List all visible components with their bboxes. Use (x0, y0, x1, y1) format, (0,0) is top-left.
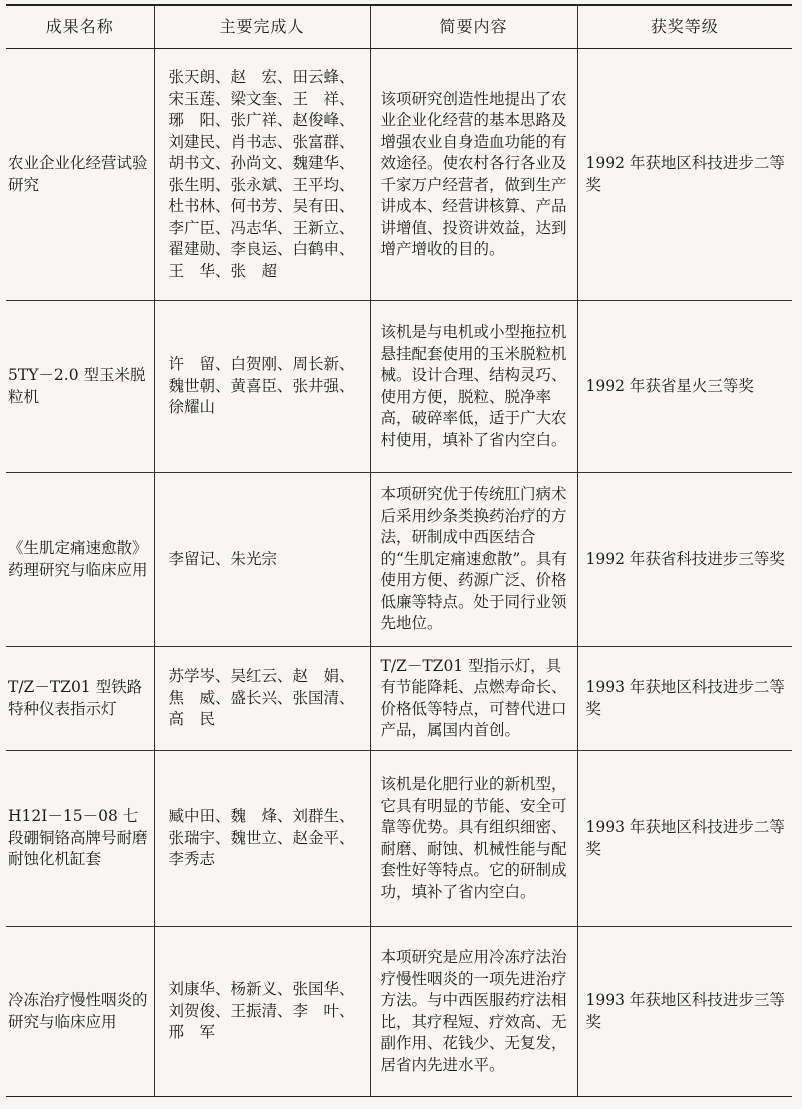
table-row (6, 301, 792, 473)
header-main-contributors: 主要完成人 (154, 5, 370, 49)
summary-cell: 该机是化肥行业的新机型，它具有明显的节能、安全可靠等优势。具有组织细密、耐磨、耐蚀、机械性能与配套性好等特点。它的研制成功，填补了省内空白。 (370, 751, 577, 927)
table-row (6, 473, 792, 647)
contributors-cell: 刘康华、杨新义、张国华、 刘贺俊、王振清、李 叶、 邢 军 (154, 927, 370, 1097)
table-row (6, 647, 792, 751)
award-cell: 1992 年获地区科技进步二等奖 (577, 49, 792, 301)
achievement-name-cell: 冷冻治疗慢性咽炎的研究与临床应用 (6, 927, 154, 1097)
table-row (6, 751, 792, 927)
header-achievement-name: 成果名称 (6, 5, 154, 49)
table-header-row (6, 5, 792, 49)
table-row (6, 49, 792, 301)
achievement-name-cell: T/Z－TZ01 型铁路特种仪表指示灯 (6, 647, 154, 751)
award-cell: 1993 年获地区科技进步二等奖 (577, 647, 792, 751)
contributors-cell: 张天朗、赵 宏、田云蜂、 宋玉莲、梁文奎、王 祥、 琊 阳、张广祥、赵俊峰、 刘建民、肖书志、张富群、 胡书文、孙尚文、魏建华、 张生明、张永斌、王平均、 杜书林、何书芳、吴有田、 李广臣、冯志华、王新立、 翟建勋、李良运、白鹤申、 王 华、张 超 (154, 49, 370, 301)
achievement-name-cell: 《生肌定痛速愈散》药理研究与临床应用 (6, 473, 154, 647)
summary-cell: 本项研究优于传统肛门病术后采用纱条类换药治疗的方法，研制成中西医结合的“生肌定痛速愈散”。具有使用方便、药源广泛、价格低廉等特点。处于同行业领先地位。 (370, 473, 577, 647)
contributors-cell: 苏学岑、吴红云、赵 娟、 焦 威、盛长兴、张国清、 高 民 (154, 647, 370, 751)
contributors-cell: 李留记、朱光宗 (154, 473, 370, 647)
header-award-level: 获奖等级 (577, 5, 792, 49)
header-summary: 简要内容 (370, 5, 577, 49)
table-row (6, 927, 792, 1097)
contributors-cell: 许 留、白贺刚、周长新、 魏世朝、黄喜臣、张井强、 徐耀山 (154, 301, 370, 473)
achievement-name-cell: 5TY－2.0 型玉米脱粒机 (6, 301, 154, 473)
award-cell: 1992 年获省科技进步三等奖 (577, 473, 792, 647)
contributors-cell: 臧中田、魏 烽、刘群生、 张瑞宇、魏世立、赵金平、 李秀志 (154, 751, 370, 927)
award-cell: 1992 年获省星火三等奖 (577, 301, 792, 473)
achievement-name-cell: 农业企业化经营试验研究 (6, 49, 154, 301)
document-page (6, 0, 796, 1109)
award-cell: 1993 年获地区科技进步三等奖 (577, 927, 792, 1097)
achievements-table (6, 4, 792, 1097)
award-cell: 1993 年获地区科技进步二等奖 (577, 751, 792, 927)
summary-cell: 该机是与电机或小型拖拉机悬挂配套使用的玉米脱粒机械。设计合理、结构灵巧、使用方便，脱粒、脱净率高，破碎率低，适于广大农村使用，填补了省内空白。 (370, 301, 577, 473)
achievement-name-cell: H12I－15－08 七段硼铜铬高牌号耐磨耐蚀化机缸套 (6, 751, 154, 927)
summary-cell: 该项研究创造性地提出了农业企业化经营的基本思路及增强农业自身造血功能的有效途径。使农村各行各业及千家万户经营者，做到生产讲成本、经营讲核算、产品讲增值、投资讲效益，达到增产增收的目的。 (370, 49, 577, 301)
summary-cell: T/Z－TZ01 型指示灯，具有节能降耗、点燃寿命长、价格低等特点，可替代进口产品，属国内首创。 (370, 647, 577, 751)
summary-cell: 本项研究是应用冷冻疗法治疗慢性咽炎的一项先进治疗方法。与中西医服药疗法相比，其疗程短、疗效高、无副作用、花钱少、无复发，居省内先进水平。 (370, 927, 577, 1097)
